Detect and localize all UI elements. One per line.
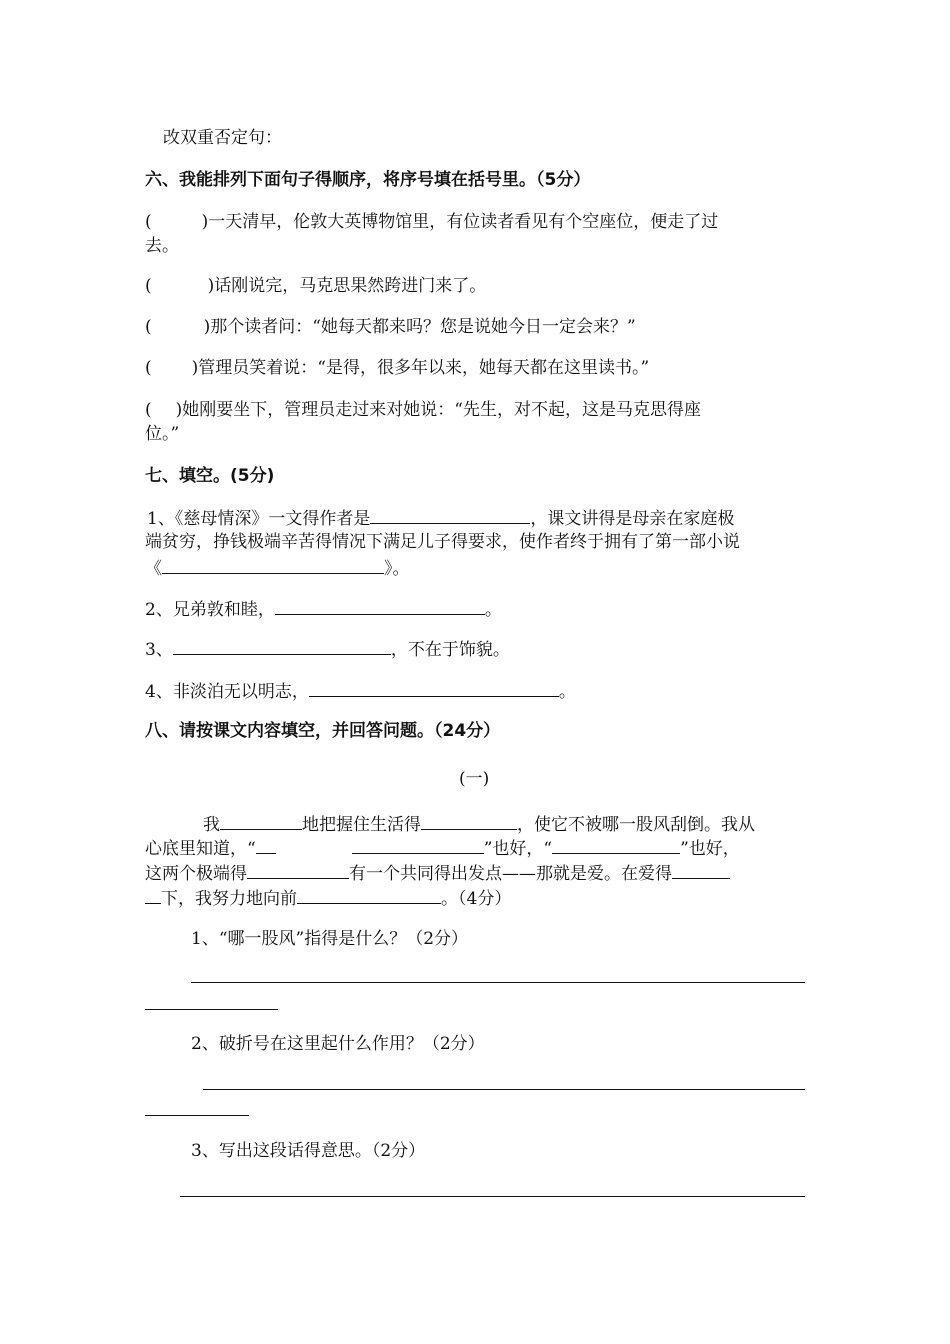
order-item-5-cont: 位。”	[145, 424, 180, 444]
passage-blank-7[interactable]	[297, 885, 441, 904]
fill-q4-end: 。	[558, 682, 576, 702]
fill-q2-end: 。	[484, 600, 502, 620]
order-bracket-close: )	[191, 358, 199, 378]
passage-text: ，使它不被哪一股风刮倒。我从	[517, 815, 755, 835]
reading-q1: 1、“哪一股风”指得是什么？（2分）	[191, 929, 469, 949]
passage-text: ”也好，“	[483, 839, 553, 859]
order-bracket-close: )	[175, 400, 183, 420]
fill-q1-line-1	[147, 505, 734, 531]
answer-line-q1[interactable]	[191, 982, 805, 983]
book-title-close: 》。	[384, 559, 410, 579]
fill-q4-blank[interactable]	[309, 678, 559, 697]
fill-q3-text: 3、	[145, 640, 173, 660]
answer-line-q3[interactable]	[180, 1196, 805, 1197]
fill-q4	[145, 678, 576, 704]
passage-text: 我	[203, 815, 220, 835]
order-sentence: 话刚说完，马克思果然跨进门来了。	[214, 276, 487, 296]
order-bracket-open: (	[145, 212, 152, 232]
order-bracket-open: (	[145, 317, 152, 337]
order-bracket-close: )	[207, 276, 215, 296]
order-item-1-cont: 去。	[145, 236, 179, 256]
order-sentence: 管理员笑着说：“是得，很多年以来，她每天都在这里读书。”	[198, 358, 650, 378]
passage-text: 这两个极端得	[145, 864, 247, 884]
order-bracket-open: (	[145, 276, 152, 296]
fill-q3	[145, 636, 510, 662]
reading-q2: 2、破折号在这里起什么作用？（2分）	[191, 1034, 485, 1054]
fill-q4-text: 4、非淡泊无以明志，	[145, 682, 309, 702]
passage-text: 有一个共同得出发点——那就是爱。在爱得	[349, 864, 672, 884]
order-bracket-close: )	[201, 212, 209, 232]
fill-q1-text: 1、《慈母情深》一文得作者是	[147, 509, 371, 529]
order-bracket-close: )	[203, 317, 211, 337]
passage-blank-4[interactable]	[552, 835, 680, 854]
fill-q1-novel-blank[interactable]	[162, 555, 384, 574]
passage-text: 心底里知道，“	[145, 839, 256, 859]
order-item-4	[145, 356, 649, 380]
passage-blank-3a[interactable]	[256, 835, 276, 854]
fill-q2	[145, 596, 502, 622]
order-item-3	[145, 315, 636, 339]
passage-blank-6[interactable]	[672, 860, 730, 879]
order-sentence: 那个读者问：“她每天都来吗？您是说她今日一定会来？”	[210, 317, 636, 337]
order-item-5	[145, 398, 701, 422]
section-7-heading: 七、填空。(5分)	[145, 466, 275, 486]
section-8-heading: 八、请按课文内容填空，并回答问题。（24分）	[145, 721, 501, 741]
passage-text: ”也好，	[680, 839, 740, 859]
passage-blank-1[interactable]	[220, 811, 302, 830]
answer-line-q2-cont[interactable]	[145, 1115, 249, 1116]
order-item-2	[145, 274, 486, 298]
passage-blank-5[interactable]	[247, 860, 349, 879]
passage-blank-2[interactable]	[421, 811, 517, 830]
answer-line-q2[interactable]	[203, 1089, 805, 1090]
fill-q1-text-2: ，课文讲得是母亲在家庭极	[530, 509, 735, 529]
rewrite-double-negative-line: 改双重否定句：	[163, 128, 282, 148]
passage-line-3	[145, 860, 730, 886]
fill-q2-text: 2、兄弟敦和睦，	[145, 600, 275, 620]
passage-line-2	[145, 835, 740, 861]
passage-blank-3[interactable]	[352, 835, 484, 854]
reading-q3: 3、写出这段话得意思。（2分）	[191, 1141, 426, 1161]
section-6-heading: 六、我能排列下面句子得顺序，将序号填在括号里。（5分）	[145, 170, 591, 190]
book-title-open: 《	[145, 559, 162, 579]
order-bracket-open: (	[145, 358, 152, 378]
fill-q3-end: ，不在于饰貌。	[390, 640, 510, 660]
fill-q1-line-3	[145, 555, 410, 581]
order-sentence: 一天清早，伦敦大英博物馆里，有位读者看见有个空座位，便走了过	[208, 212, 719, 232]
passage-text: 下，我努力地向前	[161, 889, 297, 909]
fill-q1-line-2: 端贫穷，挣钱极端辛苦得情况下满足儿子得要求，使作者终于拥有了第一部小说	[145, 532, 740, 552]
fill-q2-blank[interactable]	[275, 596, 485, 615]
passage-text: 。（4分）	[441, 889, 512, 909]
fill-q3-blank[interactable]	[173, 636, 391, 655]
order-item-1	[145, 210, 718, 234]
order-bracket-open: (	[145, 400, 152, 420]
passage-text: 地把握住生活得	[302, 815, 421, 835]
fill-q1-author-blank[interactable]	[370, 505, 530, 524]
passage-line-4	[145, 885, 511, 911]
passage-blank-6-cont[interactable]	[145, 885, 161, 904]
reading-part-label: (一)	[459, 769, 490, 789]
order-sentence: 她刚要坐下，管理员走过来对她说：“先生，对不起，这是马克思得座	[182, 400, 701, 420]
answer-line-q1-cont[interactable]	[145, 1009, 278, 1010]
passage-line-1	[203, 811, 755, 837]
